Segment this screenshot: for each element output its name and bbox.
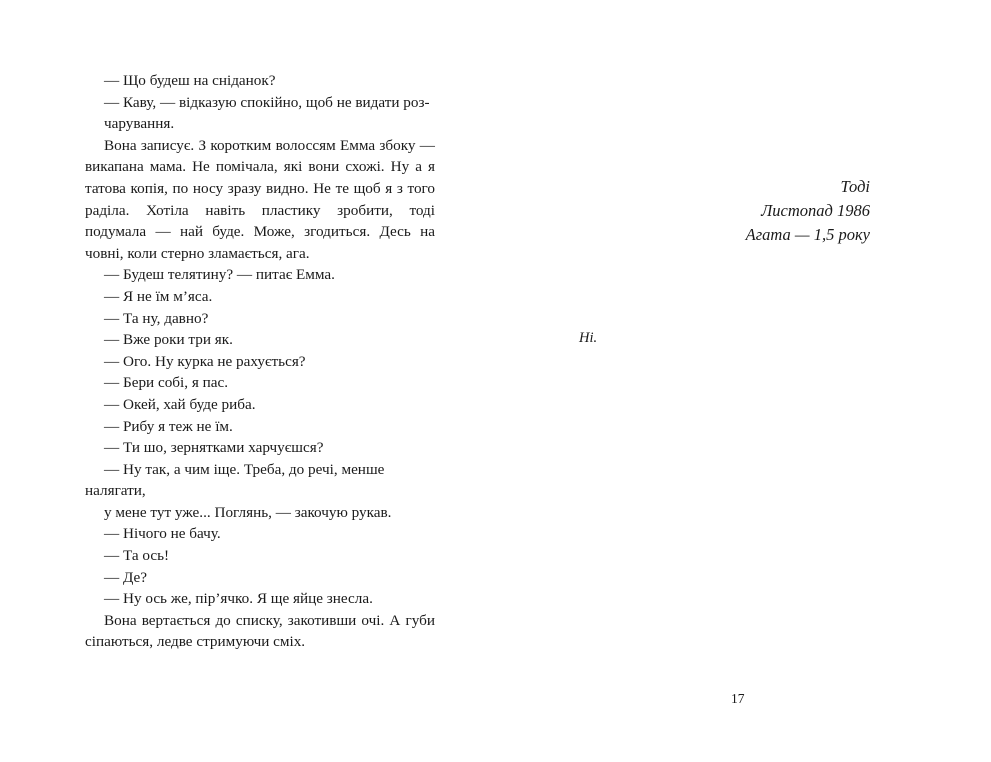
- chapter-heading-line-2: Листопад 1986: [761, 201, 870, 220]
- left-page-text-column: [85, 70, 435, 653]
- dialog-line: — Та ось!: [104, 547, 170, 565]
- dialog-line: — Де?: [104, 568, 148, 586]
- dialog-line: — Бери собі, я пас.: [104, 374, 229, 392]
- dialog-line: — Та ну, давно?: [104, 309, 209, 327]
- chapter-heading: [560, 175, 910, 247]
- dialog-line-continuation: у мене тут уже... Поглянь, — закочую рукав.: [104, 503, 392, 521]
- dialog-line: — Окей, хай буде риба.: [104, 395, 256, 413]
- chapter-opening-line: Ні.: [579, 330, 598, 346]
- dialog-line: — Ти шо, зернятками харчуєшся?: [104, 439, 324, 457]
- dialog-line: — Каву, — відказую спокійно, щоб не видати роз-: [104, 93, 430, 111]
- dialog-line: — Що будеш на сніданок?: [104, 72, 276, 89]
- dialog-line: — Ну так, а чим іще. Треба, до речі, менше налягати,: [85, 460, 385, 500]
- dialog-line: — Ого. Ну курка не рахується?: [104, 352, 306, 370]
- dialog-line-continuation: чарування.: [104, 115, 175, 133]
- dialog-line: — Вже роки три як.: [104, 331, 233, 349]
- page-number: 17: [731, 691, 745, 706]
- dialog-line: — Ну ось же, пір’ячко. Я ще яйце знесла.: [104, 590, 373, 608]
- dialog-line: — Рибу я теж не їм.: [104, 417, 233, 435]
- dialog-line: — Нічого не бачу.: [104, 525, 221, 543]
- chapter-heading-line-1: Тоді: [840, 177, 870, 196]
- body-paragraph: Вона записує. З коротким волоссям Емма збоку — викапана мама. Не помічала, які вони схожі. Ну а я татова копія, по носу зразу видно. Не те щоб я з того раділа. Хотіла навіть пластику зробити, тоді подумала — най буде. Може, згодиться. Десь на човні, коли стерно зламається, ага.: [85, 136, 435, 262]
- body-paragraph: Вона вертається до списку, закотивши очі. А губи сіпаються, ледве стримуючи сміх.: [85, 611, 435, 651]
- dialog-line: — Будеш телятину? — питає Емма.: [104, 266, 335, 284]
- dialog-line: — Я не їм м’яса.: [104, 287, 213, 305]
- chapter-heading-line-3: Агата — 1,5 року: [745, 225, 870, 244]
- right-page-text-column: [560, 70, 910, 362]
